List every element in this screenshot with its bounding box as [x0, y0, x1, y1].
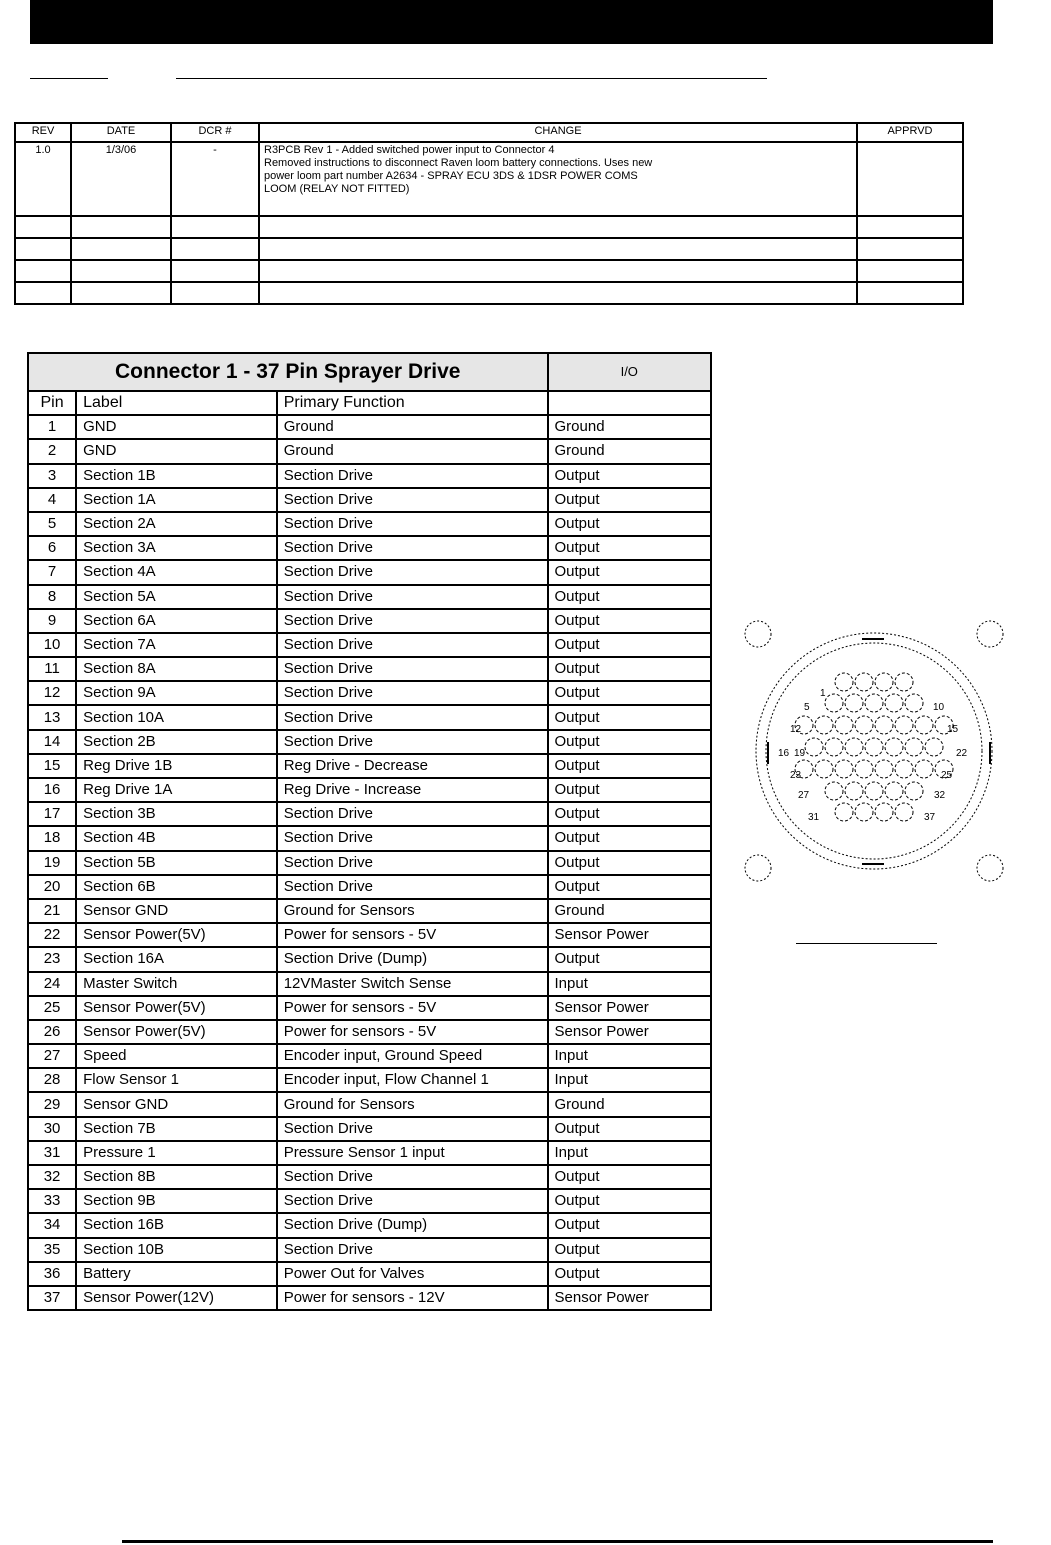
- io-cell: Output: [548, 633, 712, 657]
- pin-cell: 29: [28, 1092, 76, 1116]
- pin-cell: 27: [28, 1044, 76, 1068]
- table-row: [28, 1092, 711, 1116]
- io-cell: Output: [548, 464, 712, 488]
- connector-title: Connector 1 - 37 Pin Sprayer Drive: [28, 353, 548, 391]
- pin-cell: 11: [28, 657, 76, 681]
- pin-socket: [835, 803, 853, 821]
- label-column-header: Label: [76, 391, 277, 415]
- pin-column-header: Pin: [28, 391, 76, 415]
- io-cell: Output: [548, 851, 712, 875]
- pin-cell: 36: [28, 1262, 76, 1286]
- change-line: Removed instructions to disconnect Raven loom battery connections. Uses new: [264, 157, 653, 169]
- table-row: [28, 609, 711, 633]
- apprvd-header: APPRVD: [857, 123, 963, 142]
- io-cell: Output: [548, 585, 712, 609]
- table-row: [28, 415, 711, 439]
- pin-number-label: 27: [798, 790, 810, 801]
- pin-number-label: 37: [924, 812, 936, 823]
- pin-socket: [865, 694, 883, 712]
- revision-empty-row: [15, 282, 963, 304]
- pin-cell: 24: [28, 972, 76, 996]
- label-cell: Section 5A: [76, 585, 277, 609]
- function-cell: Power for sensors - 5V: [277, 996, 548, 1020]
- io-cell: Sensor Power: [548, 996, 712, 1020]
- io-cell: Input: [548, 972, 712, 996]
- table-row: [28, 585, 711, 609]
- label-cell: Section 16B: [76, 1213, 277, 1237]
- pin-cell: 34: [28, 1213, 76, 1237]
- mounting-hole: [977, 855, 1003, 881]
- function-cell: Power for sensors - 5V: [277, 1020, 548, 1044]
- pin-cell: 9: [28, 609, 76, 633]
- label-cell: Section 9B: [76, 1189, 277, 1213]
- pin-cell: 2: [28, 439, 76, 463]
- table-row: [28, 730, 711, 754]
- io-cell: Ground: [548, 1092, 712, 1116]
- pin-cell: 7: [28, 560, 76, 584]
- connector-pin-table: [27, 352, 712, 1311]
- dcr-cell: -: [171, 142, 259, 216]
- change-header: CHANGE: [259, 123, 857, 142]
- table-row: [28, 657, 711, 681]
- connector-pinout-diagram: [728, 606, 1018, 896]
- label-cell: Section 1A: [76, 488, 277, 512]
- pin-socket: [835, 760, 853, 778]
- pin-socket: [845, 738, 863, 756]
- table-row: [28, 754, 711, 778]
- label-cell: Master Switch: [76, 972, 277, 996]
- table-row: [28, 1189, 711, 1213]
- pin-socket: [835, 716, 853, 734]
- io-cell: Output: [548, 875, 712, 899]
- pin-number-label: 25: [941, 770, 953, 781]
- rev-cell: 1.0: [15, 142, 71, 216]
- pin-socket: [885, 738, 903, 756]
- label-cell: Section 2A: [76, 512, 277, 536]
- function-cell: Ground for Sensors: [277, 1092, 548, 1116]
- table-row: [28, 1068, 711, 1092]
- pin-socket: [855, 716, 873, 734]
- function-cell: Section Drive: [277, 681, 548, 705]
- label-cell: Section 10A: [76, 705, 277, 729]
- change-line: R3PCB Rev 1 - Added switched power input to Connector 4: [264, 144, 555, 156]
- pin-cell: 12: [28, 681, 76, 705]
- pin-cell: 19: [28, 851, 76, 875]
- table-row: [28, 464, 711, 488]
- table-row: [28, 996, 711, 1020]
- pin-socket: [815, 760, 833, 778]
- io-cell: Output: [548, 1165, 712, 1189]
- mounting-hole: [745, 855, 771, 881]
- table-row: [28, 972, 711, 996]
- function-cell: Section Drive: [277, 633, 548, 657]
- label-cell: Section 8B: [76, 1165, 277, 1189]
- label-cell: Reg Drive 1B: [76, 754, 277, 778]
- pin-cell: 20: [28, 875, 76, 899]
- table-row: [28, 778, 711, 802]
- label-cell: Reg Drive 1A: [76, 778, 277, 802]
- revision-empty-row: [15, 216, 963, 238]
- function-cell: Power for sensors - 5V: [277, 923, 548, 947]
- label-cell: Sensor Power(5V): [76, 1020, 277, 1044]
- apprvd-cell: [857, 142, 963, 216]
- label-cell: Section 7B: [76, 1117, 277, 1141]
- table-row: [28, 1286, 711, 1310]
- pin-cell: 4: [28, 488, 76, 512]
- pin-socket: [915, 760, 933, 778]
- function-cell: Power for sensors - 12V: [277, 1286, 548, 1310]
- function-cell: Section Drive: [277, 826, 548, 850]
- function-cell: Section Drive: [277, 488, 548, 512]
- pin-cell: 5: [28, 512, 76, 536]
- pin-cell: 21: [28, 899, 76, 923]
- function-cell: Encoder input, Flow Channel 1: [277, 1068, 548, 1092]
- io-cell: Output: [548, 536, 712, 560]
- pin-cell: 22: [28, 923, 76, 947]
- table-row: [28, 1117, 711, 1141]
- label-cell: Section 3A: [76, 536, 277, 560]
- pin-socket: [875, 673, 893, 691]
- label-cell: Section 3B: [76, 802, 277, 826]
- table-row: [28, 633, 711, 657]
- table-row: [28, 512, 711, 536]
- pin-cell: 28: [28, 1068, 76, 1092]
- mounting-hole: [977, 621, 1003, 647]
- io-cell: Output: [548, 778, 712, 802]
- pin-socket: [855, 803, 873, 821]
- pin-number-label: 15: [947, 724, 959, 735]
- table-row: [28, 875, 711, 899]
- io-cell: Output: [548, 1262, 712, 1286]
- pin-number-label: 22: [956, 748, 968, 759]
- io-cell: Ground: [548, 415, 712, 439]
- date-cell: 1/3/06: [71, 142, 171, 216]
- pin-socket: [865, 782, 883, 800]
- pin-number-label: 32: [934, 790, 946, 801]
- function-cell: Pressure Sensor 1 input: [277, 1141, 548, 1165]
- function-cell: Section Drive: [277, 1189, 548, 1213]
- label-cell: Section 9A: [76, 681, 277, 705]
- label-cell: GND: [76, 415, 277, 439]
- revision-header-row: [15, 123, 963, 142]
- io-cell: Output: [548, 754, 712, 778]
- function-cell: Reg Drive - Decrease: [277, 754, 548, 778]
- pin-socket: [825, 738, 843, 756]
- pin-socket: [895, 803, 913, 821]
- pin-socket: [825, 782, 843, 800]
- pin-cell: 30: [28, 1117, 76, 1141]
- table-row: [28, 488, 711, 512]
- pin-cell: 13: [28, 705, 76, 729]
- function-cell: Section Drive (Dump): [277, 947, 548, 971]
- pin-number-label: 16: [778, 748, 790, 759]
- table-row: [28, 802, 711, 826]
- pin-socket: [855, 673, 873, 691]
- pin-socket: [845, 694, 863, 712]
- mounting-hole: [745, 621, 771, 647]
- io-cell: Output: [548, 826, 712, 850]
- pin-socket: [875, 760, 893, 778]
- pin-cell: 17: [28, 802, 76, 826]
- pin-cell: 6: [28, 536, 76, 560]
- io-cell: Sensor Power: [548, 923, 712, 947]
- pin-socket: [845, 782, 863, 800]
- label-cell: Section 8A: [76, 657, 277, 681]
- revision-table: [14, 122, 964, 305]
- pin-socket: [905, 782, 923, 800]
- function-cell: Section Drive: [277, 1117, 548, 1141]
- label-cell: Battery: [76, 1262, 277, 1286]
- table-row: [28, 947, 711, 971]
- label-cell: Section 1B: [76, 464, 277, 488]
- table-row: [28, 899, 711, 923]
- pin-cell: 32: [28, 1165, 76, 1189]
- label-cell: Section 6B: [76, 875, 277, 899]
- change-line: LOOM (RELAY NOT FITTED): [264, 183, 410, 195]
- pin-socket: [895, 760, 913, 778]
- io-cell: Output: [548, 802, 712, 826]
- table-row: [28, 681, 711, 705]
- connector-title-row: [28, 353, 711, 391]
- revision-row: [15, 142, 963, 216]
- function-cell: Section Drive: [277, 560, 548, 584]
- label-cell: Speed: [76, 1044, 277, 1068]
- pin-cell: 3: [28, 464, 76, 488]
- table-row: [28, 1238, 711, 1262]
- io-cell: Output: [548, 681, 712, 705]
- label-cell: Flow Sensor 1: [76, 1068, 277, 1092]
- table-row: [28, 851, 711, 875]
- table-row: [28, 705, 711, 729]
- table-row: [28, 1141, 711, 1165]
- label-cell: Section 6A: [76, 609, 277, 633]
- io-cell: Input: [548, 1068, 712, 1092]
- io-cell: Output: [548, 705, 712, 729]
- table-row: [28, 536, 711, 560]
- label-cell: Section 5B: [76, 851, 277, 875]
- function-cell: Section Drive: [277, 536, 548, 560]
- function-cell: Ground: [277, 415, 548, 439]
- function-column-header: Primary Function: [277, 391, 548, 415]
- label-cell: Section 2B: [76, 730, 277, 754]
- label-cell: Sensor Power(5V): [76, 996, 277, 1020]
- pin-cell: 35: [28, 1238, 76, 1262]
- pin-socket: [885, 694, 903, 712]
- column-header-row: [28, 391, 711, 415]
- label-cell: Section 10B: [76, 1238, 277, 1262]
- dcr-header: DCR #: [171, 123, 259, 142]
- pin-cell: 26: [28, 1020, 76, 1044]
- pin-cell: 33: [28, 1189, 76, 1213]
- pin-socket: [905, 694, 923, 712]
- pin-socket: [925, 738, 943, 756]
- io-cell: Sensor Power: [548, 1020, 712, 1044]
- pin-socket: [835, 673, 853, 691]
- io-cell: Output: [548, 609, 712, 633]
- io-cell: Output: [548, 1189, 712, 1213]
- pin-cell: 1: [28, 415, 76, 439]
- function-cell: Section Drive: [277, 585, 548, 609]
- pin-socket: [815, 716, 833, 734]
- label-cell: Sensor GND: [76, 1092, 277, 1116]
- io-cell: Output: [548, 512, 712, 536]
- pin-cell: 37: [28, 1286, 76, 1310]
- function-cell: Section Drive: [277, 657, 548, 681]
- pin-socket: [885, 782, 903, 800]
- pin-cell: 8: [28, 585, 76, 609]
- pin-number-label: 12: [790, 724, 802, 735]
- table-row: [28, 1165, 711, 1189]
- function-cell: Section Drive: [277, 705, 548, 729]
- pin-socket: [825, 694, 843, 712]
- label-cell: Sensor Power(5V): [76, 923, 277, 947]
- io-cell: Ground: [548, 899, 712, 923]
- footer-rule: [122, 1540, 993, 1543]
- pin-socket: [895, 673, 913, 691]
- io-cell: Output: [548, 947, 712, 971]
- io-cell: Output: [548, 488, 712, 512]
- function-cell: Section Drive: [277, 730, 548, 754]
- pin-number-label: 1: [820, 688, 826, 699]
- pin-number-label: 31: [808, 812, 820, 823]
- pin-number-label: 19: [794, 748, 806, 759]
- pin-socket: [915, 716, 933, 734]
- pin-cell: 25: [28, 996, 76, 1020]
- pin-socket: [855, 760, 873, 778]
- label-cell: Sensor GND: [76, 899, 277, 923]
- io-cell: Output: [548, 1238, 712, 1262]
- pin-cell: 23: [28, 947, 76, 971]
- io-cell: Input: [548, 1044, 712, 1068]
- label-cell: Section 16A: [76, 947, 277, 971]
- function-cell: Section Drive: [277, 1238, 548, 1262]
- io-header: I/O: [548, 353, 712, 391]
- function-cell: Section Drive: [277, 1165, 548, 1189]
- header-bar: [30, 0, 993, 44]
- function-cell: Ground: [277, 439, 548, 463]
- pin-cell: 15: [28, 754, 76, 778]
- function-cell: Section Drive: [277, 851, 548, 875]
- pin-cell: 18: [28, 826, 76, 850]
- table-row: [28, 1044, 711, 1068]
- function-cell: 12VMaster Switch Sense: [277, 972, 548, 996]
- pin-socket: [895, 716, 913, 734]
- function-cell: Section Drive: [277, 875, 548, 899]
- label-cell: Section 4B: [76, 826, 277, 850]
- io-cell: Output: [548, 1117, 712, 1141]
- table-row: [28, 1020, 711, 1044]
- revision-empty-row: [15, 260, 963, 282]
- diagram-caption-underline: [796, 943, 937, 944]
- pin-cell: 16: [28, 778, 76, 802]
- change-line: power loom part number A2634 - SPRAY ECU 3DS & 1DSR POWER COMS: [264, 170, 638, 182]
- io-cell: Output: [548, 560, 712, 584]
- io-cell: Ground: [548, 439, 712, 463]
- pin-number-label: 5: [804, 702, 810, 713]
- label-cell: Sensor Power(12V): [76, 1286, 277, 1310]
- header-underline-left: [30, 78, 108, 79]
- pin-cell: 14: [28, 730, 76, 754]
- change-cell: [259, 142, 857, 216]
- pin-number-label: 10: [933, 702, 945, 713]
- table-row: [28, 1213, 711, 1237]
- function-cell: Section Drive (Dump): [277, 1213, 548, 1237]
- pin-socket: [805, 738, 823, 756]
- io-cell: Input: [548, 1141, 712, 1165]
- io-cell: Output: [548, 657, 712, 681]
- pin-cell: 31: [28, 1141, 76, 1165]
- table-row: [28, 439, 711, 463]
- pin-socket: [875, 803, 893, 821]
- function-cell: Section Drive: [277, 512, 548, 536]
- io-column-header: [548, 391, 712, 415]
- table-row: [28, 923, 711, 947]
- header-underline-right: [176, 78, 767, 79]
- revision-empty-row: [15, 238, 963, 260]
- pin-socket: [865, 738, 883, 756]
- date-header: DATE: [71, 123, 171, 142]
- rev-header: REV: [15, 123, 71, 142]
- label-cell: GND: [76, 439, 277, 463]
- pin-number-label: 23: [790, 770, 802, 781]
- function-cell: Reg Drive - Increase: [277, 778, 548, 802]
- function-cell: Power Out for Valves: [277, 1262, 548, 1286]
- table-row: [28, 1262, 711, 1286]
- io-cell: Output: [548, 730, 712, 754]
- table-row: [28, 560, 711, 584]
- function-cell: Encoder input, Ground Speed: [277, 1044, 548, 1068]
- function-cell: Section Drive: [277, 609, 548, 633]
- pin-cell: 10: [28, 633, 76, 657]
- pin-socket: [875, 716, 893, 734]
- function-cell: Ground for Sensors: [277, 899, 548, 923]
- label-cell: Section 7A: [76, 633, 277, 657]
- label-cell: Section 4A: [76, 560, 277, 584]
- function-cell: Section Drive: [277, 802, 548, 826]
- pin-socket: [905, 738, 923, 756]
- io-cell: Sensor Power: [548, 1286, 712, 1310]
- table-row: [28, 826, 711, 850]
- io-cell: Output: [548, 1213, 712, 1237]
- function-cell: Section Drive: [277, 464, 548, 488]
- label-cell: Pressure 1: [76, 1141, 277, 1165]
